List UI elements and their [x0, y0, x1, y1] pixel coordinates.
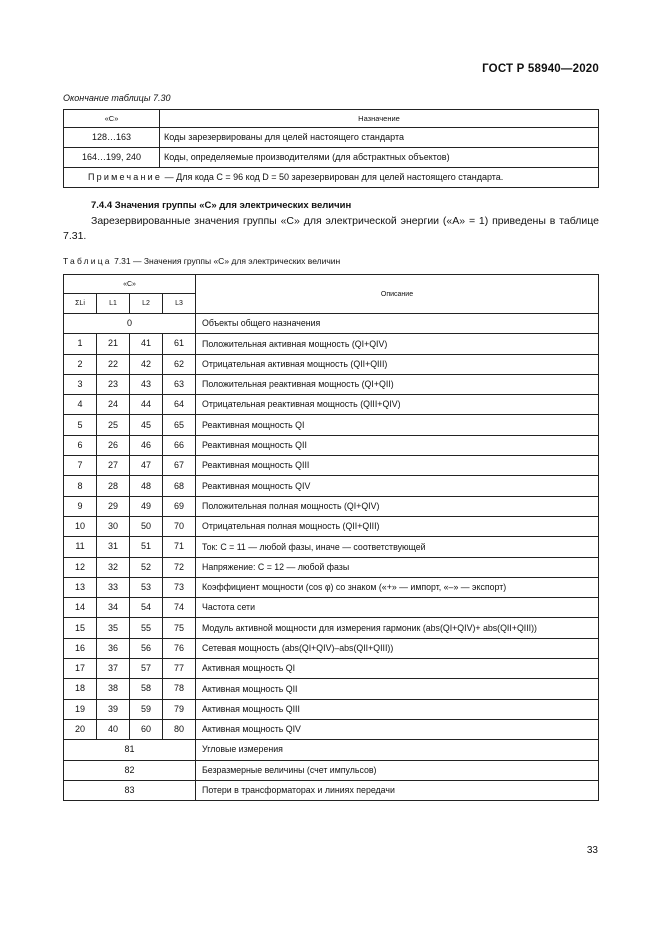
code-cell: 17 — [64, 659, 97, 679]
code-cell: 20 — [64, 719, 97, 739]
code-cell: 8 — [64, 476, 97, 496]
subheader-l1: L1 — [97, 294, 130, 314]
code-cell: 82 — [64, 760, 196, 780]
code-cell: 77 — [163, 659, 196, 679]
table-row — [64, 659, 599, 679]
code-cell: 80 — [163, 719, 196, 739]
code-cell: 10 — [64, 516, 97, 536]
table-row — [64, 719, 599, 739]
table-row — [64, 598, 599, 618]
table-note-row — [64, 168, 599, 188]
code-cell: 14 — [64, 598, 97, 618]
code-cell: 46 — [130, 435, 163, 455]
description-cell: Модуль активной мощности для измерения гармоник (abs(QI+QIV)+ abs(QII+QIII)) — [196, 618, 599, 638]
code-cell: 12 — [64, 557, 97, 577]
code-cell: 39 — [97, 699, 130, 719]
description-cell: Положительная полная мощность (QI+QIV) — [196, 496, 599, 516]
code-cell: 0 — [64, 314, 196, 334]
code-cell: 21 — [97, 334, 130, 354]
code-cell: 34 — [97, 598, 130, 618]
code-cell: 58 — [130, 679, 163, 699]
page-number: 33 — [586, 845, 598, 856]
code-cell: 42 — [130, 354, 163, 374]
description-cell: Сетевая мощность (abs(QI+QIV)–abs(QII+QIII)) — [196, 638, 599, 658]
description-cell: Коэффициент мощности (cos φ) со знаком («+» — импорт, «–» — экспорт) — [196, 577, 599, 597]
code-cell: 53 — [130, 577, 163, 597]
description-cell: Коды, определяемые производителями (для абстрактных объектов) — [160, 148, 599, 168]
code-cell: 61 — [163, 334, 196, 354]
description-cell: Реактивная мощность QIII — [196, 456, 599, 476]
code-cell: 19 — [64, 699, 97, 719]
code-cell: 50 — [130, 516, 163, 536]
table-row — [64, 638, 599, 658]
note-label: Примечание — [88, 172, 163, 182]
description-cell: Положительная активная мощность (QI+QIV) — [196, 334, 599, 354]
document-header: ГОСТ Р 58940—2020 — [482, 63, 599, 75]
code-cell: 28 — [97, 476, 130, 496]
table-7-31 — [63, 274, 599, 801]
description-cell: Реактивная мощность QI — [196, 415, 599, 435]
description-cell: Активная мощность QIII — [196, 699, 599, 719]
code-cell: 11 — [64, 537, 97, 557]
code-cell: 57 — [130, 659, 163, 679]
caption-label: Таблица — [63, 256, 112, 266]
code-cell: 65 — [163, 415, 196, 435]
description-cell: Напряжение: C = 12 — любой фазы — [196, 557, 599, 577]
code-cell: 55 — [130, 618, 163, 638]
code-cell: 15 — [64, 618, 97, 638]
code-cell: 41 — [130, 334, 163, 354]
description-cell: Угловые измерения — [196, 740, 599, 760]
table-row — [64, 148, 599, 168]
code-cell: 76 — [163, 638, 196, 658]
code-cell: 52 — [130, 557, 163, 577]
table-row — [64, 516, 599, 536]
code-cell: 30 — [97, 516, 130, 536]
table-row — [64, 128, 599, 148]
code-cell: 13 — [64, 577, 97, 597]
description-cell: Объекты общего назначения — [196, 314, 599, 334]
code-cell: 45 — [130, 415, 163, 435]
caption-text: 7.31 — Значения группы «C» для электрических величин — [111, 256, 341, 266]
code-cell: 26 — [97, 435, 130, 455]
description-cell: Отрицательная реактивная мощность (QIII+QIV) — [196, 395, 599, 415]
table-row — [64, 618, 599, 638]
table-row — [64, 415, 599, 435]
code-cell: 51 — [130, 537, 163, 557]
code-cell: 83 — [64, 780, 196, 800]
table-note — [64, 168, 599, 188]
code-cell: 74 — [163, 598, 196, 618]
table-row — [64, 496, 599, 516]
code-cell: 56 — [130, 638, 163, 658]
code-cell: 71 — [163, 537, 196, 557]
header-cell-c: «C» — [64, 110, 160, 128]
code-cell: 72 — [163, 557, 196, 577]
table-row — [64, 577, 599, 597]
description-cell: Активная мощность QII — [196, 679, 599, 699]
code-cell: 69 — [163, 496, 196, 516]
paragraph-text: Зарезервированные значения группы «C» для электрической энергии («A» = 1) приведены в таблице 7.31. — [63, 215, 599, 242]
description-cell: Положительная реактивная мощность (QI+QII) — [196, 374, 599, 394]
header-cell-c: «C» — [64, 275, 196, 294]
description-cell: Частота сети — [196, 598, 599, 618]
code-cell: 164…199, 240 — [64, 148, 160, 168]
table-row — [64, 354, 599, 374]
code-cell: 59 — [130, 699, 163, 719]
description-cell: Отрицательная полная мощность (QII+QIII) — [196, 516, 599, 536]
code-cell: 47 — [130, 456, 163, 476]
code-cell: 54 — [130, 598, 163, 618]
table-row — [64, 557, 599, 577]
description-cell: Ток: C = 11 — любой фазы, иначе — соответствующей — [196, 537, 599, 557]
table-caption — [63, 256, 340, 266]
description-cell: Отрицательная активная мощность (QII+QIII) — [196, 354, 599, 374]
code-cell: 40 — [97, 719, 130, 739]
table-header-row — [64, 275, 599, 294]
table-row — [64, 760, 599, 780]
code-cell: 6 — [64, 435, 97, 455]
description-cell: Активная мощность QIV — [196, 719, 599, 739]
code-cell: 128…163 — [64, 128, 160, 148]
section-heading: 7.4.4 Значения группы «C» для электрических величин — [91, 200, 352, 211]
header-cell-description: Описание — [196, 275, 599, 314]
subheader-l2: L2 — [130, 294, 163, 314]
code-cell: 23 — [97, 374, 130, 394]
table-row — [64, 314, 599, 334]
code-cell: 73 — [163, 577, 196, 597]
code-cell: 62 — [163, 354, 196, 374]
table-row — [64, 476, 599, 496]
table-row — [64, 456, 599, 476]
code-cell: 2 — [64, 354, 97, 374]
code-cell: 27 — [97, 456, 130, 476]
code-cell: 9 — [64, 496, 97, 516]
code-cell: 49 — [130, 496, 163, 516]
table-row — [64, 374, 599, 394]
code-cell: 68 — [163, 476, 196, 496]
code-cell: 16 — [64, 638, 97, 658]
section-paragraph — [63, 214, 599, 244]
code-cell: 64 — [163, 395, 196, 415]
table-header-row — [64, 110, 599, 128]
code-cell: 7 — [64, 456, 97, 476]
code-cell: 44 — [130, 395, 163, 415]
code-cell: 5 — [64, 415, 97, 435]
table-row — [64, 740, 599, 760]
code-cell: 75 — [163, 618, 196, 638]
table-7-30 — [63, 109, 599, 188]
code-cell: 25 — [97, 415, 130, 435]
code-cell: 37 — [97, 659, 130, 679]
code-cell: 35 — [97, 618, 130, 638]
code-cell: 3 — [64, 374, 97, 394]
table-row — [64, 334, 599, 354]
code-cell: 43 — [130, 374, 163, 394]
code-cell: 24 — [97, 395, 130, 415]
description-cell: Активная мощность QI — [196, 659, 599, 679]
description-cell: Реактивная мощность QIV — [196, 476, 599, 496]
description-cell: Реактивная мощность QII — [196, 435, 599, 455]
code-cell: 48 — [130, 476, 163, 496]
code-cell: 4 — [64, 395, 97, 415]
code-cell: 1 — [64, 334, 97, 354]
table-row — [64, 537, 599, 557]
code-cell: 60 — [130, 719, 163, 739]
code-cell: 31 — [97, 537, 130, 557]
table-row — [64, 435, 599, 455]
table-row — [64, 699, 599, 719]
note-text: — Для кода C = 96 код D = 50 зарезервирован для целей настоящего стандарта. — [162, 172, 504, 182]
description-cell: Безразмерные величины (счет импульсов) — [196, 760, 599, 780]
header-cell-purpose: Назначение — [160, 110, 599, 128]
code-cell: 22 — [97, 354, 130, 374]
code-cell: 29 — [97, 496, 130, 516]
description-cell: Коды зарезервированы для целей настоящего стандарта — [160, 128, 599, 148]
code-cell: 78 — [163, 679, 196, 699]
description-cell: Потери в трансформаторах и линиях передачи — [196, 780, 599, 800]
code-cell: 81 — [64, 740, 196, 760]
code-cell: 32 — [97, 557, 130, 577]
code-cell: 67 — [163, 456, 196, 476]
code-cell: 36 — [97, 638, 130, 658]
code-cell: 79 — [163, 699, 196, 719]
table-continuation-label: Окончание таблицы 7.30 — [63, 93, 171, 103]
subheader-sum-li: ΣLi — [64, 294, 97, 314]
table-row — [64, 780, 599, 800]
code-cell: 66 — [163, 435, 196, 455]
code-cell: 18 — [64, 679, 97, 699]
code-cell: 63 — [163, 374, 196, 394]
table-row — [64, 395, 599, 415]
code-cell: 70 — [163, 516, 196, 536]
subheader-l3: L3 — [163, 294, 196, 314]
table-row — [64, 679, 599, 699]
code-cell: 38 — [97, 679, 130, 699]
code-cell: 33 — [97, 577, 130, 597]
